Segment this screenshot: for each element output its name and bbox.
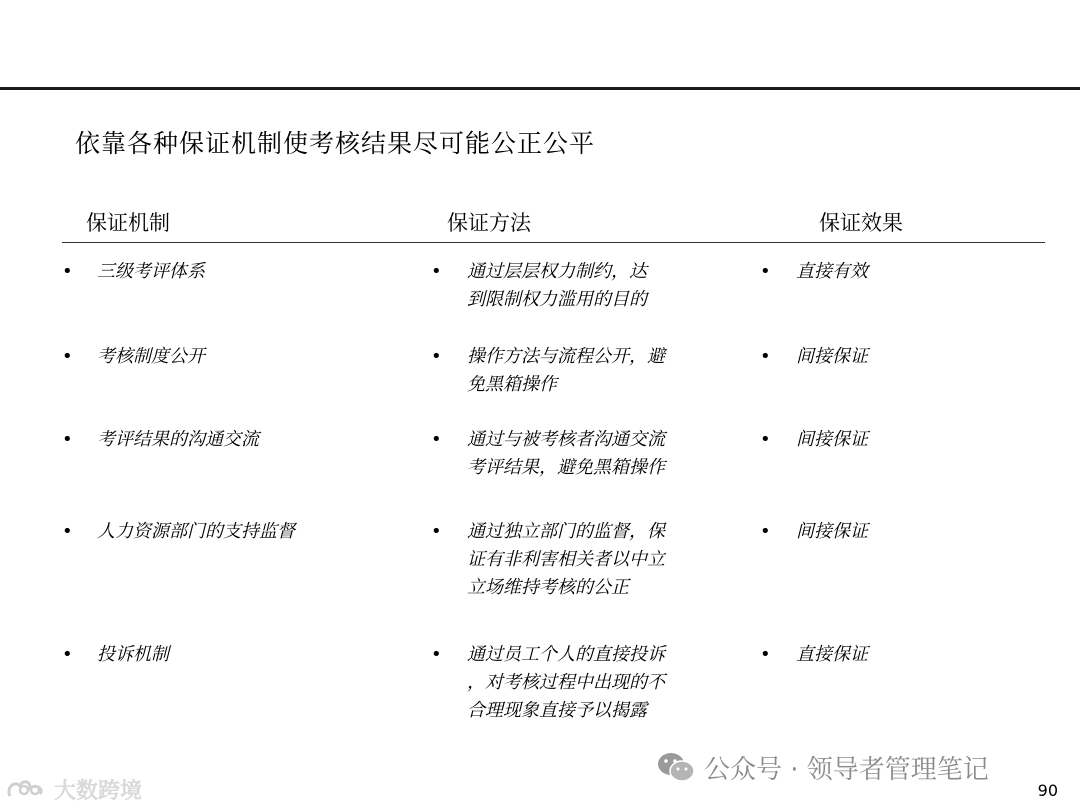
wechat-icon — [656, 751, 696, 783]
header-method: 保证方法 — [447, 211, 531, 235]
bullet: • — [62, 429, 73, 450]
bullet: • — [62, 644, 73, 665]
bullet: • — [760, 521, 771, 542]
method-line: 通过与被考核者沟通交流 — [467, 429, 665, 450]
method-cell — [467, 343, 707, 399]
bullet: • — [431, 346, 442, 367]
method-line: 免黑箱操作 — [467, 374, 557, 395]
bullet: • — [760, 644, 771, 665]
method-line: 证有非利害相关者以中立 — [467, 549, 665, 570]
brand — [4, 774, 142, 804]
bullet: • — [62, 521, 73, 542]
method-line: 考评结果，避免黑箱操作 — [467, 457, 665, 478]
method-cell — [467, 641, 707, 725]
effect-cell: 直接有效 — [796, 261, 868, 282]
header-effect: 保证效果 — [819, 211, 903, 235]
mechanism-cell: 考核制度公开 — [97, 346, 205, 367]
method-line: 到限制权力滥用的目的 — [467, 289, 647, 310]
method-line: ，对考核过程中出现的不 — [467, 672, 665, 693]
watermark-text: 公众号 · 领导者管理笔记 — [704, 754, 989, 785]
method-line: 通过员工个人的直接投诉 — [467, 644, 665, 665]
bullet: • — [760, 346, 771, 367]
brand-text: 大数跨境 — [54, 778, 143, 804]
method-line: 合理现象直接予以揭露 — [467, 700, 647, 721]
header-mechanism: 保证机制 — [86, 211, 170, 235]
slide-title: 依靠各种保证机制使考核结果尽可能公正公平 — [75, 129, 596, 158]
effect-cell: 间接保证 — [796, 346, 868, 367]
method-cell — [467, 518, 707, 602]
effect-cell: 间接保证 — [796, 521, 868, 542]
method-line: 立场维持考核的公正 — [467, 577, 629, 598]
bullet: • — [431, 429, 442, 450]
page-number: 90 — [1037, 781, 1058, 800]
method-line: 通过层层权力制约，达 — [467, 261, 647, 282]
mechanism-cell: 三级考评体系 — [97, 261, 205, 282]
method-cell — [467, 258, 707, 314]
bullet: • — [760, 429, 771, 450]
effect-cell: 间接保证 — [796, 429, 868, 450]
bullet: • — [62, 261, 73, 282]
header-rule — [62, 242, 1045, 243]
method-cell — [467, 426, 707, 482]
top-rule — [0, 87, 1080, 90]
mechanism-cell: 投诉机制 — [97, 644, 169, 665]
bullet: • — [431, 644, 442, 665]
method-line: 通过独立部门的监督，保 — [467, 521, 665, 542]
mechanism-cell: 人力资源部门的支持监督 — [97, 521, 295, 542]
brand-logo-icon — [4, 776, 52, 802]
mechanism-cell: 考评结果的沟通交流 — [97, 429, 259, 450]
watermark — [656, 748, 989, 786]
bullet: • — [62, 346, 73, 367]
effect-cell: 直接保证 — [796, 644, 868, 665]
bullet: • — [431, 521, 442, 542]
bullet: • — [760, 261, 771, 282]
bullet: • — [431, 261, 442, 282]
method-line: 操作方法与流程公开，避 — [467, 346, 665, 367]
